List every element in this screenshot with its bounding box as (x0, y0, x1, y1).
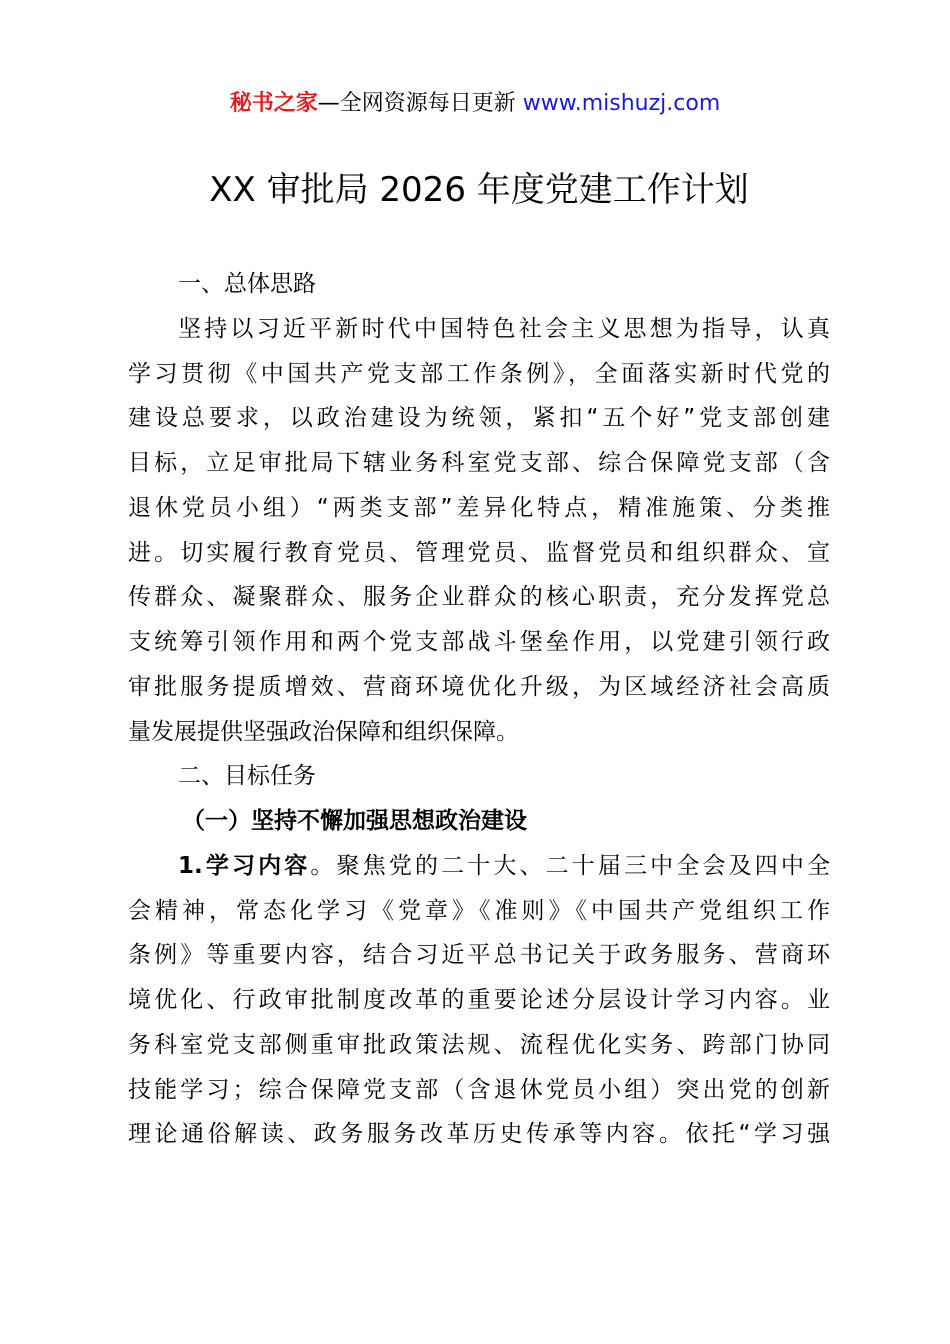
paragraph-line: 建设总要求，以政治建设为统领，紧扣“五个好”党支部创建 (128, 405, 830, 432)
paragraph-line: 理论通俗解读、政务服务改革历史传承等内容。依托“学习强 (128, 1121, 830, 1148)
subsection-heading: （一）坚持不懈加强思想政治建设 (182, 808, 527, 834)
paragraph-line: 进。切实履行教育党员、管理党员、监督党员和组织群众、宣 (128, 539, 830, 566)
section-heading-2: 二、目标任务 (178, 763, 316, 790)
paragraph-line: 条例》等重要内容，结合习近平总书记关于政务服务、营商环 (128, 942, 830, 969)
document-title: XX 审批局 2026 年度党建工作计划 (209, 170, 749, 210)
banner-tagline: —全网资源每日更新 (317, 91, 516, 116)
paragraph-line: 传群众、凝聚群众、服务企业群众的核心职责，充分发挥党总 (128, 584, 830, 611)
paragraph-line: 学习贯彻《中国共产党支部工作条例》，全面落实新时代党的 (128, 360, 830, 387)
paragraph-line: 退休党员小组）“两类支部”差异化特点，精准施策、分类推 (128, 494, 830, 521)
site-url-link[interactable]: www.mishuzj.com (522, 91, 721, 116)
brand-name: 秘书之家 (229, 91, 318, 116)
section-heading-1: 一、总体思路 (178, 271, 316, 297)
paragraph-line: 会精神，常态化学习《党章》《准则》《中国共产党组织工作 (128, 897, 830, 924)
paragraph-line: 量发展提供坚强政治保障和组织保障。 (128, 718, 519, 745)
paragraph-line: 目标，立足审批局下辖业务科室党支部、综合保障党支部（含 (128, 450, 830, 476)
paragraph-line: 支统筹引领作用和两个党支部战斗堡垒作用，以党建引领行政 (128, 629, 830, 655)
item-label: 1.学习内容 (178, 852, 311, 879)
item-text: 。聚焦党的二十大、二十届三中全会及四中全 (310, 852, 830, 879)
paragraph-line: 技能学习；综合保障党支部（含退休党员小组）突出党的创新 (128, 1076, 830, 1103)
paragraph-line: 坚持以习近平新时代中国特色社会主义思想为指导，认真 (178, 315, 830, 342)
paragraph-line: 审批服务提质增效、营商环境优化升级，为区域经济社会高质 (128, 673, 830, 700)
paragraph-line (128, 844, 830, 889)
paragraph-line: 务科室党支部侧重审批政策法规、流程优化实务、跨部门协同 (128, 1031, 830, 1058)
paragraph-line: 境优化、行政审批制度改革的重要论述分层设计学习内容。业 (128, 987, 830, 1013)
document-body (128, 262, 830, 1157)
site-banner (0, 88, 950, 120)
